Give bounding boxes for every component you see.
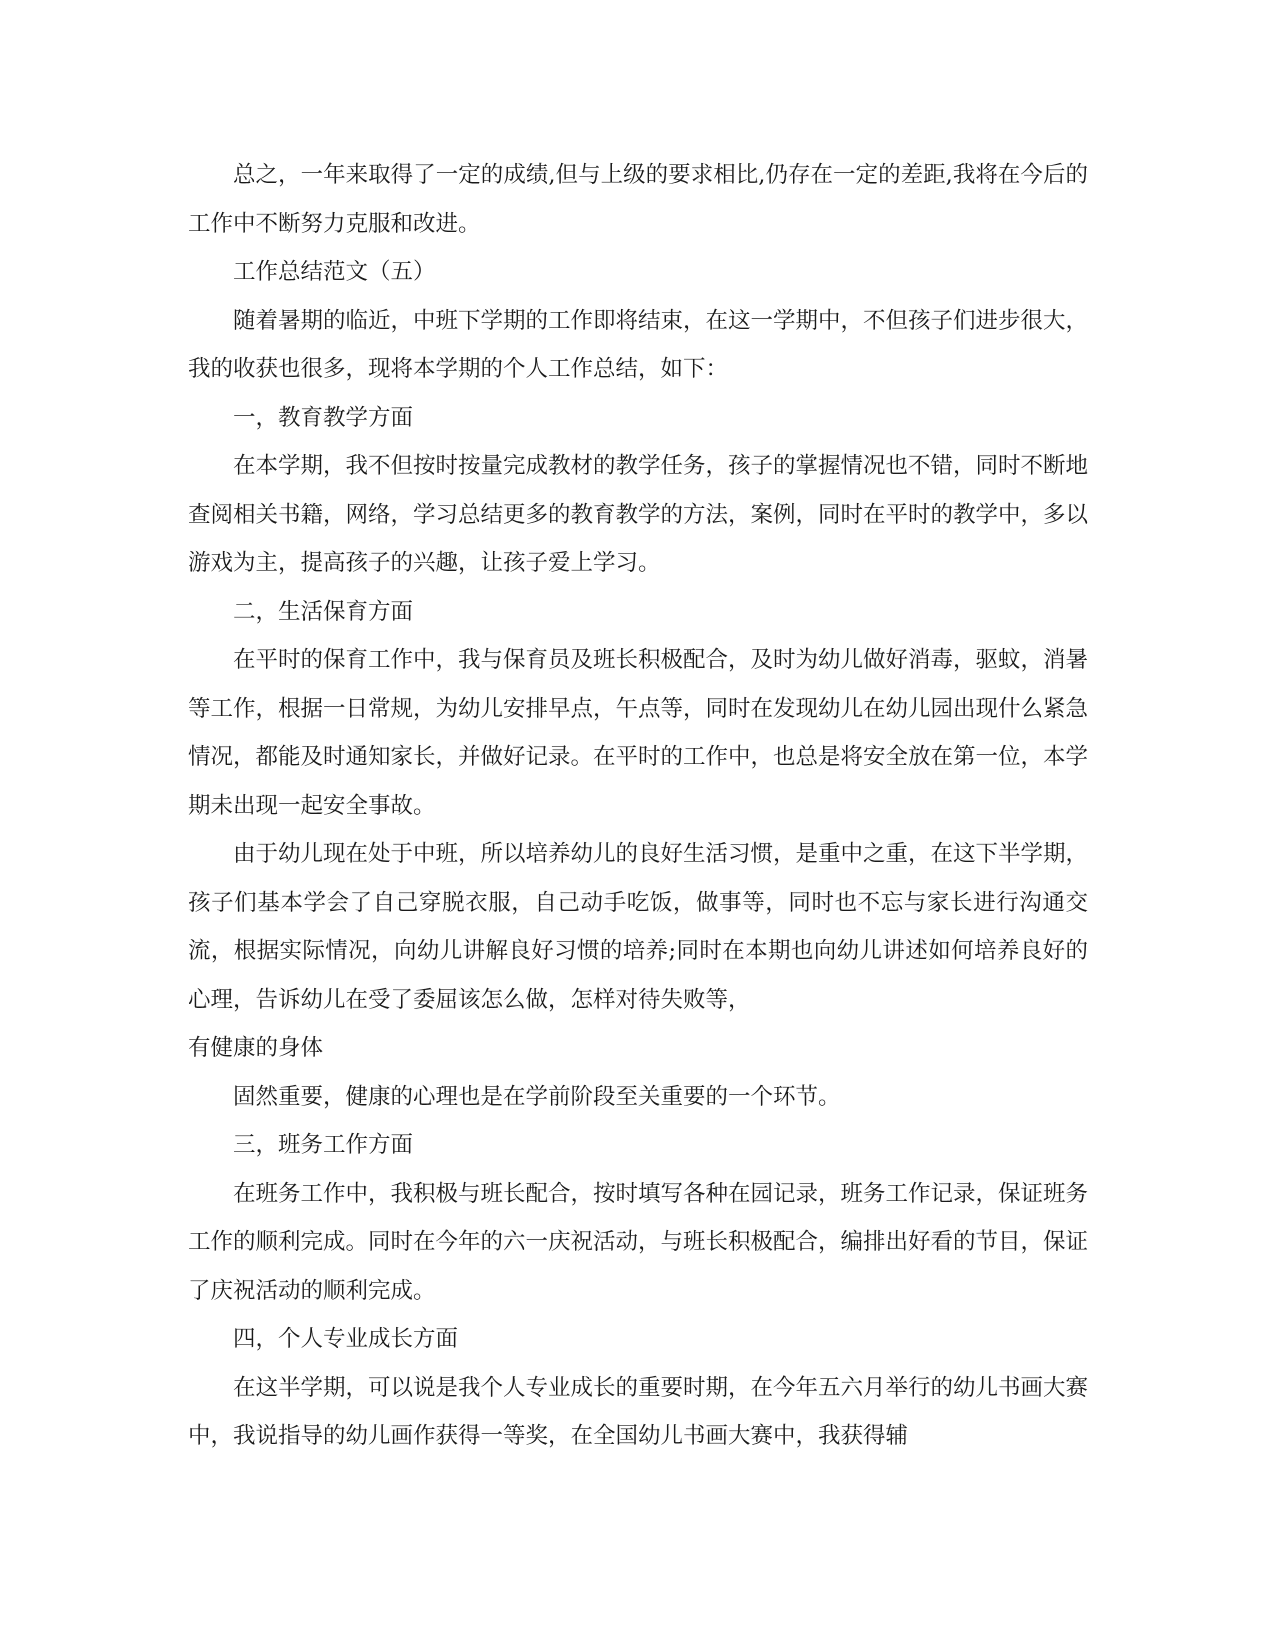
paragraph-education: 在本学期，我不但按时按量完成教材的教学任务，孩子的掌握情况也不错，同时不断地查阅相关书籍，网络，学习总结更多的教育教学的方法，案例，同时在平时的教学中，多以游戏为主，提高孩子的兴趣，让孩子爱上学习。: [188, 453, 1089, 576]
section-title: 工作总结范文（五）: [233, 259, 436, 285]
paragraph-psychology: 固然重要，健康的心理也是在学前阶段至关重要的一个环节。: [233, 1083, 841, 1110]
paragraph-class-affairs: 在班务工作中，我积极与班长配合，按时填写各种在园记录，班务工作记录，保证班务工作的顺利完成。同时在今年的六一庆祝活动，与班长积极配合，编排出好看的节目，保证了庆祝活动的顺利完成。: [188, 1180, 1089, 1304]
heading-education: 一，教育教学方面: [233, 404, 414, 431]
paragraph-habits: 由于幼儿现在处于中班，所以培养幼儿的良好生活习惯，是重中之重，在这下半学期，孩子们基本学会了自己穿脱衣服，自己动手吃饭，做事等，同时也不忘与家长进行沟通交流，根据实际情况，向幼儿讲解良好习惯的培养;同时在本期也向幼儿讲述如何培养良好的心理，告诉幼儿在受了委屈该怎么做，怎样对待失败等，: [188, 841, 1089, 1013]
paragraph-intro: 随着暑期的临近，中班下学期的工作即将结束，在这一学期中，不但孩子们进步很大，我的收获也很多，现将本学期的个人工作总结，如下：: [188, 307, 1089, 382]
paragraph-care: 在平时的保育工作中，我与保育员及班长积极配合，及时为幼儿做好消毒，驱蚊，消暑等工作，根据一日常规，为幼儿安排早点，午点等，同时在发现幼儿在幼儿园出现什么紧急情况，都能及时通知家长，并做好记录。在平时的工作中，也总是将安全放在第一位，本学期未出现一起安全事故。: [188, 647, 1089, 819]
document-page: [188, 151, 1088, 1461]
paragraph-professional-growth: 在这半学期，可以说是我个人专业成长的重要时期，在今年五六月举行的幼儿书画大赛中，我说指导的幼儿画作获得一等奖，在全国幼儿书画大赛中，我获得辅: [188, 1374, 1089, 1449]
paragraph-habits-tail: 有健康的身体: [188, 1035, 324, 1061]
heading-professional-growth: 四，个人专业成长方面: [233, 1326, 459, 1352]
paragraph-summary: 总之，一年来取得了一定的成绩,但与上级的要求相比,仍存在一定的差距,我将在今后的工作中不断努力克服和改进。: [188, 162, 1088, 237]
heading-care: 二，生活保育方面: [233, 598, 414, 625]
heading-class-affairs: 三，班务工作方面: [233, 1132, 414, 1158]
